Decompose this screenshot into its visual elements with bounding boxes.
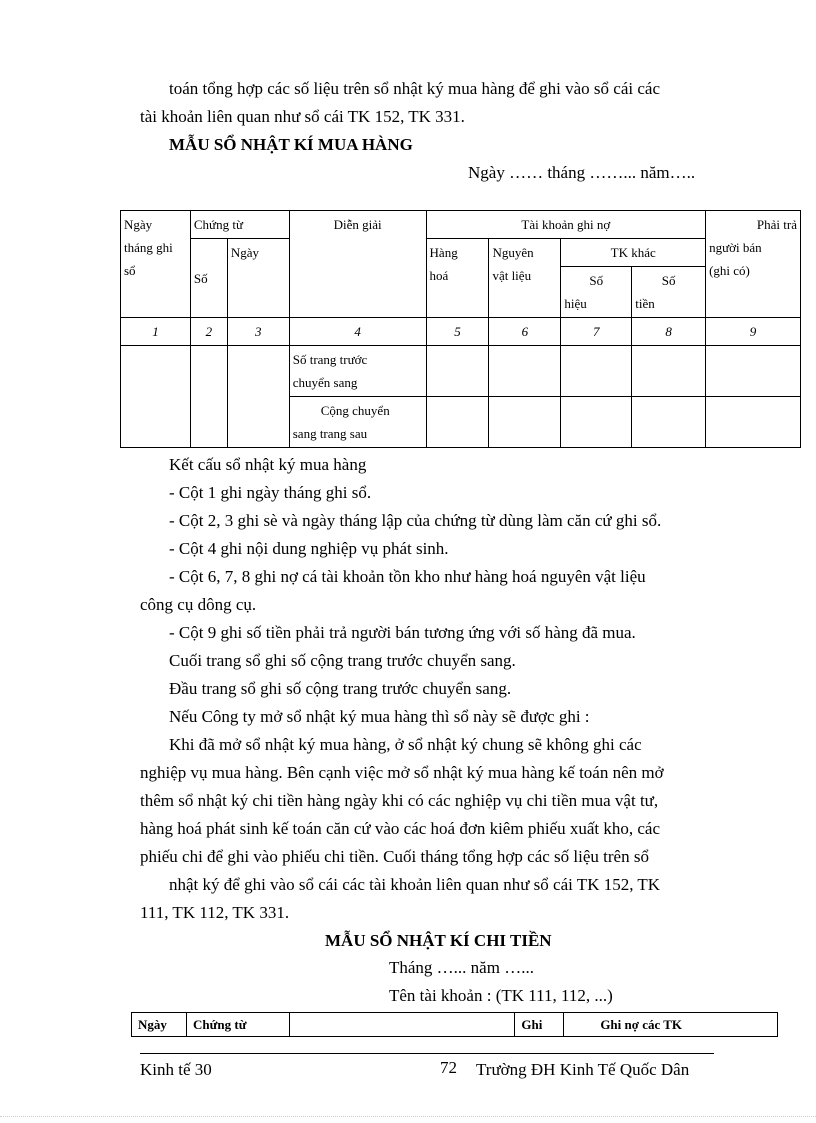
footer-right: Trường ĐH Kinh Tế Quốc Dân — [476, 1060, 690, 1079]
col-number-2: 2 — [190, 318, 227, 346]
intro-line-2: tài khoản liên quan như sổ cái TK 152, TK 331. — [140, 107, 465, 126]
para-cuoi-trang: Cuối trang sổ ghi số cộng trang trước chuyển sang. — [169, 651, 516, 670]
para-khi-da-mo-6: nhật ký để ghi vào sổ cái các tài khoản liên quan như sổ cái TK 152, TK — [169, 875, 661, 894]
purchase-journal-table — [120, 210, 801, 448]
footer-page-number: 72 — [440, 1058, 457, 1077]
section1-title: MẪU SỔ NHẬT KÍ MUA HÀNG — [169, 135, 413, 154]
header-so-tien: Số tiền — [632, 267, 706, 318]
para-khi-da-mo-4: hàng hoá phát sinh kế toán căn cứ vào các hoá đơn kiêm phiếu xuất kho, các — [140, 819, 660, 838]
header-ngay: Ngày — [227, 239, 289, 318]
para-cot-1: - Cột 1 ghi ngày tháng ghi sổ. — [169, 483, 372, 502]
header-nguyen-vat-lieu: Nguyên vật liệu — [489, 239, 561, 318]
para-dau-trang: Đầu trang sổ ghi số cộng trang trước chuyển sang. — [169, 679, 512, 698]
para-cot-6-7-8: - Cột 6, 7, 8 ghi nợ cá tài khoản tồn kho như hàng hoá nguyên vật liệu — [169, 567, 646, 586]
footer-left: Kinh tế 30 — [140, 1060, 212, 1079]
section2-month-line: Tháng …... năm …... — [389, 958, 534, 977]
para-cot-2-3: - Cột 2, 3 ghi sè và ngày tháng lập của chứng từ dùng làm căn cứ ghi sổ. — [169, 511, 662, 530]
t2-header-blank — [289, 1013, 515, 1037]
header-hang-hoa: Hàng hoá — [426, 239, 489, 318]
col-number-3: 3 — [227, 318, 289, 346]
section2-account-line: Tên tài khoản : (TK 111, 112, ...) — [389, 986, 613, 1005]
para-cot-4: - Cột 4 ghi nội dung nghiệp vụ phát sinh. — [169, 539, 449, 558]
header-so-hieu: Số hiệu — [561, 267, 632, 318]
para-khi-da-mo-1: Khi đã mở sổ nhật ký mua hàng, ở sổ nhật ký chung sẽ không ghi các — [169, 735, 642, 754]
col-number-9: 9 — [706, 318, 801, 346]
para-cot-6-7-8-cont: công cụ dông cụ. — [140, 595, 257, 614]
col-number-1: 1 — [121, 318, 191, 346]
para-khi-da-mo-2: nghiệp vụ mua hàng. Bên cạnh việc mở sổ nhật ký mua hàng kế toán nên mở — [140, 763, 664, 782]
intro-line-1: toán tổng hợp các số liệu trên sổ nhật ký mua hàng để ghi vào sổ cái các — [169, 79, 660, 98]
header-phai-tra-nguoi-ban: Phải trả người bán (ghi có) — [706, 211, 801, 318]
row-so-trang-truoc: Số trang trước chuyển sang — [289, 346, 426, 397]
col-number-6: 6 — [489, 318, 561, 346]
para-ket-cau: Kết cấu sổ nhật ký mua hàng — [169, 455, 367, 474]
header-chung-tu: Chứng từ — [190, 211, 289, 239]
col-number-4: 4 — [289, 318, 426, 346]
t2-header-ghi-no-cac-tk: Ghi nợ các TK — [564, 1013, 778, 1037]
para-neu-cong-ty: Nếu Công ty mở sổ nhật ký mua hàng thì sổ này sẽ được ghi : — [169, 707, 590, 726]
header-ngay-thang-ghi-so: Ngày tháng ghi sổ — [121, 211, 191, 318]
col-number-7: 7 — [561, 318, 632, 346]
col-number-5: 5 — [426, 318, 489, 346]
para-cot-9: - Cột 9 ghi số tiền phải trả người bán tương ứng với số hàng đã mua. — [169, 623, 636, 642]
t2-header-ghi: Ghi — [515, 1013, 564, 1037]
header-tk-khac: TK khác — [561, 239, 706, 267]
header-dien-giai: Diễn giải — [289, 211, 426, 318]
header-so: Số — [190, 239, 227, 318]
para-khi-da-mo-3: thêm sổ nhật ký chi tiền hàng ngày khi có các nghiệp vụ chi tiền mua vật tư, — [140, 791, 659, 810]
para-khi-da-mo-7: 111, TK 112, TK 331. — [140, 903, 290, 922]
section2-title: MẪU SỔ NHẬT KÍ CHI TIỀN — [325, 931, 552, 950]
col-number-8: 8 — [632, 318, 706, 346]
para-khi-da-mo-5: phiếu chi để ghi vào phiếu chi tiền. Cuối tháng tổng hợp các số liệu trên sổ — [140, 847, 649, 866]
t2-header-chung-tu: Chứng từ — [186, 1013, 289, 1037]
section1-date-line: Ngày …… tháng ……... năm….. — [468, 163, 696, 182]
t2-header-ngay: Ngày — [132, 1013, 187, 1037]
row-cong-chuyen-sang: Cộng chuyển sang trang sau — [289, 397, 426, 448]
header-tk-ghi-no: Tài khoản ghi nợ — [426, 211, 706, 239]
page-bottom-edge — [0, 1116, 816, 1117]
footer-rule — [140, 1053, 714, 1054]
cash-journal-table — [131, 1012, 778, 1037]
